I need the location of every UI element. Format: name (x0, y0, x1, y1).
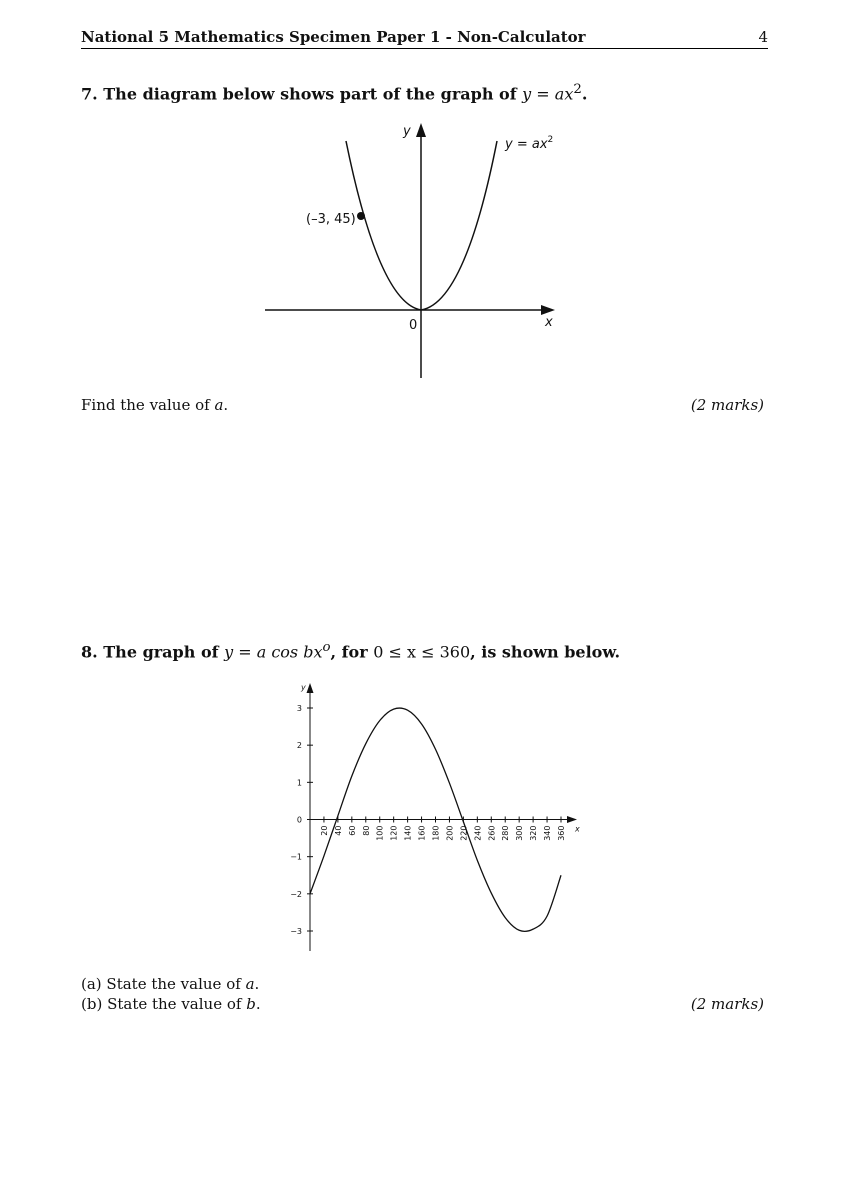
point-label: (–3, 45) (306, 212, 356, 227)
x-tick-label: 40 (333, 825, 343, 836)
cosine-graph (280, 676, 590, 956)
x-tick-label: 20 (319, 825, 329, 836)
x-tick-label: 60 (347, 825, 357, 836)
q7-heading-math: y = ax (522, 84, 574, 104)
x-tick-label: 320 (529, 825, 539, 841)
q8-heading-range: 0 ≤ x ≤ 360 (373, 642, 471, 662)
q8-heading-equation: y = a cos bx (224, 642, 323, 662)
q8-heading-end: , is shown below. (470, 642, 621, 662)
y-axis-label: y (403, 124, 411, 139)
curve-label-text: y = ax (505, 137, 548, 152)
y-axis-arrow (307, 683, 314, 693)
x-tick-label: 80 (361, 825, 371, 836)
q7-prompt-variable: a (214, 396, 224, 414)
q8b-variable: b (246, 995, 256, 1013)
question-8-marks: (2 marks) (690, 995, 764, 1013)
x-tick-label: 120 (389, 825, 399, 841)
question-8-part-b (81, 995, 261, 1013)
y-tick-label: −3 (290, 927, 302, 936)
y-tick-label: −2 (290, 889, 302, 899)
q8-heading-text: 8. The graph of (81, 642, 219, 662)
x-tick-label: 280 (501, 825, 511, 841)
q8-heading-mid: , for (330, 642, 368, 662)
curve-label (504, 135, 553, 152)
x-tick-label: 240 (473, 825, 483, 841)
q7-prompt-end: . (223, 396, 229, 414)
x-tick-label: 260 (487, 825, 497, 841)
question-7-heading (81, 82, 587, 103)
x-tick-label: 360 (557, 825, 566, 841)
x-axis-arrow (541, 305, 555, 315)
x-tick-label: 160 (417, 825, 427, 841)
x-axis-arrow (567, 816, 577, 823)
x-tick-label: 220 (459, 825, 469, 841)
y-axis-label: y (301, 683, 306, 692)
x-tick-label: 200 (445, 825, 455, 841)
q7-heading-exponent: 2 (573, 82, 582, 97)
paper-title: National 5 Mathematics Specimen Paper 1 - Non-Calculator (81, 28, 586, 46)
y-tick-label: 2 (296, 741, 302, 751)
q8a-variable: a (245, 975, 255, 993)
y-tick-label: 1 (296, 778, 302, 788)
parabola-diagram (255, 118, 565, 383)
page-number: 4 (758, 28, 768, 46)
x-tick-label: 300 (515, 825, 525, 841)
curve-label-exponent: 2 (547, 135, 554, 145)
x-tick-label: 180 (431, 825, 441, 841)
question-7-marks: (2 marks) (690, 396, 764, 414)
q7-heading-end: . (581, 84, 588, 104)
y-tick-label: −1 (290, 852, 302, 862)
q8a-end: . (254, 975, 260, 993)
q8-heading-degree: o (322, 640, 331, 655)
q8a-text: (a) State the value of (81, 975, 241, 993)
point-marker (357, 212, 365, 220)
y-axis-arrow (416, 123, 426, 137)
question-8-heading (81, 640, 620, 661)
x-tick-label: 340 (543, 825, 553, 841)
q8b-text: (b) State the value of (81, 995, 242, 1013)
question-7-prompt (81, 396, 228, 414)
x-axis-label: x (545, 315, 553, 330)
y-tick-label: 3 (296, 704, 302, 713)
q7-prompt-text: Find the value of (81, 396, 210, 414)
question-8-part-a (81, 975, 259, 993)
page-header (81, 28, 768, 49)
origin-label: 0 (409, 318, 418, 333)
y-tick-label: 0 (296, 815, 302, 825)
x-tick-label: 140 (403, 825, 413, 841)
q7-heading-text: 7. The diagram below shows part of the graph of (81, 84, 517, 104)
cosine-chart-content (290, 683, 580, 951)
x-axis-label: x (575, 824, 580, 834)
x-tick-label: 100 (375, 825, 385, 841)
q8b-end: . (255, 995, 261, 1013)
